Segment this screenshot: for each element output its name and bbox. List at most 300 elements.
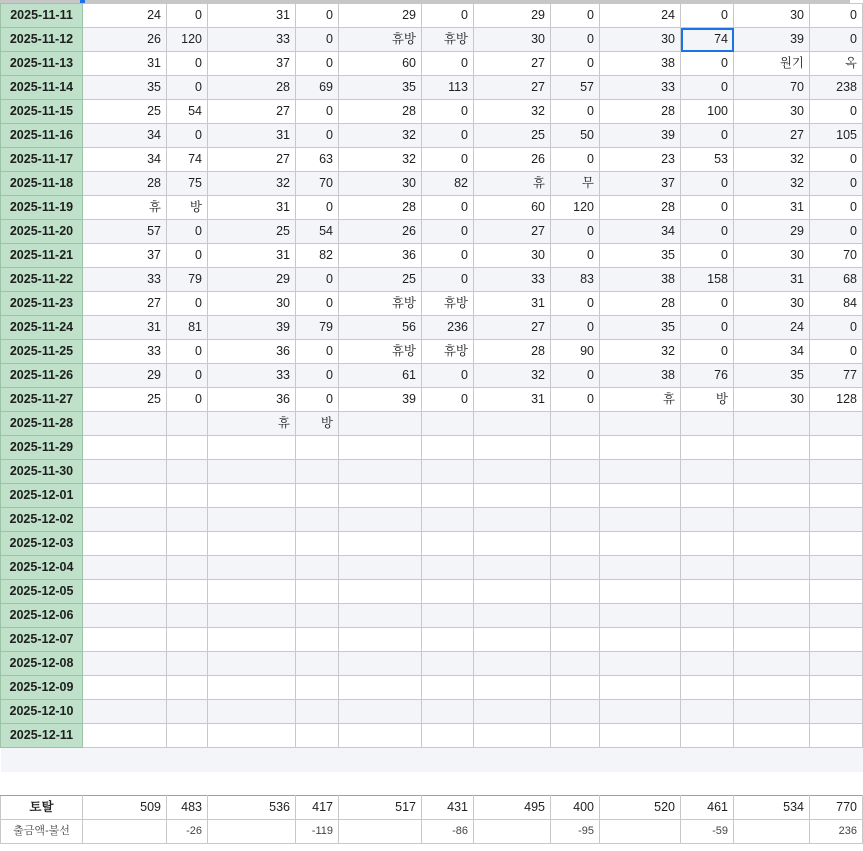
data-cell[interactable]: 27 xyxy=(208,148,296,172)
empty-cell[interactable] xyxy=(422,772,474,796)
data-cell[interactable] xyxy=(734,724,810,748)
data-cell[interactable]: 29 xyxy=(734,220,810,244)
data-cell[interactable]: 24 xyxy=(83,4,167,28)
data-cell[interactable] xyxy=(474,532,551,556)
difference-cell[interactable]: -59 xyxy=(681,820,734,844)
data-cell[interactable] xyxy=(83,652,167,676)
data-cell[interactable] xyxy=(734,604,810,628)
row-date-cell[interactable]: 2025-11-19 xyxy=(1,196,83,220)
data-cell[interactable] xyxy=(474,556,551,580)
data-cell[interactable] xyxy=(551,676,600,700)
data-cell[interactable]: 35 xyxy=(734,364,810,388)
empty-cell[interactable] xyxy=(83,772,167,796)
empty-cell[interactable] xyxy=(422,748,474,772)
data-cell[interactable] xyxy=(296,700,339,724)
data-cell[interactable]: 36 xyxy=(339,244,422,268)
data-cell[interactable] xyxy=(339,652,422,676)
data-cell[interactable]: 30 xyxy=(600,28,681,52)
data-cell[interactable] xyxy=(734,532,810,556)
data-cell[interactable] xyxy=(208,484,296,508)
data-cell[interactable] xyxy=(474,484,551,508)
data-cell[interactable]: 0 xyxy=(167,220,208,244)
data-cell[interactable]: 128 xyxy=(810,388,863,412)
data-cell[interactable]: 0 xyxy=(422,52,474,76)
data-cell[interactable]: 25 xyxy=(208,220,296,244)
data-cell[interactable]: 238 xyxy=(810,76,863,100)
data-cell[interactable]: 25 xyxy=(339,268,422,292)
data-cell[interactable] xyxy=(734,460,810,484)
data-cell[interactable] xyxy=(474,700,551,724)
empty-cell[interactable] xyxy=(551,748,600,772)
data-cell[interactable] xyxy=(167,724,208,748)
data-cell[interactable] xyxy=(208,580,296,604)
data-cell[interactable]: 35 xyxy=(83,76,167,100)
data-cell[interactable] xyxy=(296,484,339,508)
data-cell[interactable]: 휴방 xyxy=(422,340,474,364)
data-cell[interactable] xyxy=(810,652,863,676)
data-cell[interactable] xyxy=(83,700,167,724)
data-cell[interactable]: 27 xyxy=(474,316,551,340)
data-cell[interactable]: 76 xyxy=(681,364,734,388)
data-cell[interactable] xyxy=(167,412,208,436)
data-cell[interactable] xyxy=(296,532,339,556)
empty-cell[interactable] xyxy=(83,748,167,772)
data-cell[interactable]: 37 xyxy=(83,244,167,268)
data-cell[interactable] xyxy=(167,508,208,532)
data-cell[interactable]: 무 xyxy=(551,172,600,196)
data-cell[interactable] xyxy=(734,484,810,508)
data-cell[interactable] xyxy=(208,508,296,532)
data-cell[interactable] xyxy=(810,556,863,580)
data-cell[interactable]: 0 xyxy=(296,124,339,148)
data-cell[interactable]: 30 xyxy=(208,292,296,316)
data-cell[interactable] xyxy=(734,628,810,652)
data-cell[interactable] xyxy=(83,508,167,532)
data-cell[interactable] xyxy=(208,676,296,700)
data-cell[interactable]: 0 xyxy=(296,28,339,52)
data-cell[interactable]: 0 xyxy=(551,220,600,244)
data-cell[interactable]: 28 xyxy=(600,196,681,220)
empty-cell[interactable] xyxy=(296,772,339,796)
total-cell[interactable]: 509 xyxy=(83,796,167,820)
empty-cell[interactable] xyxy=(681,748,734,772)
data-cell[interactable]: 28 xyxy=(600,100,681,124)
data-cell[interactable]: 27 xyxy=(734,124,810,148)
row-date-cell[interactable]: 2025-11-12 xyxy=(1,28,83,52)
data-cell[interactable]: 0 xyxy=(551,388,600,412)
data-cell[interactable]: 31 xyxy=(474,388,551,412)
data-cell[interactable] xyxy=(600,412,681,436)
data-cell[interactable] xyxy=(551,652,600,676)
row-date-cell[interactable]: 2025-12-08 xyxy=(1,652,83,676)
data-cell[interactable]: 휴방 xyxy=(422,292,474,316)
data-cell[interactable]: 0 xyxy=(810,316,863,340)
data-cell[interactable]: 236 xyxy=(422,316,474,340)
data-cell[interactable]: 30 xyxy=(734,244,810,268)
data-cell[interactable] xyxy=(474,508,551,532)
data-cell[interactable]: 28 xyxy=(339,196,422,220)
data-cell[interactable] xyxy=(551,412,600,436)
difference-cell[interactable]: 236 xyxy=(810,820,863,844)
data-cell[interactable] xyxy=(810,508,863,532)
data-cell[interactable] xyxy=(551,532,600,556)
row-date-cell[interactable]: 2025-12-11 xyxy=(1,724,83,748)
data-cell[interactable] xyxy=(600,676,681,700)
data-cell[interactable] xyxy=(339,508,422,532)
data-cell[interactable] xyxy=(734,436,810,460)
data-cell[interactable] xyxy=(422,460,474,484)
data-cell[interactable]: 휴방 xyxy=(422,28,474,52)
data-cell[interactable]: 휴방 xyxy=(339,292,422,316)
data-cell[interactable]: 0 xyxy=(296,388,339,412)
data-cell[interactable] xyxy=(551,580,600,604)
data-cell[interactable] xyxy=(681,532,734,556)
data-cell[interactable]: 25 xyxy=(83,100,167,124)
data-cell[interactable]: 70 xyxy=(734,76,810,100)
data-cell[interactable] xyxy=(208,460,296,484)
data-cell[interactable]: 60 xyxy=(474,196,551,220)
data-cell[interactable]: 31 xyxy=(208,244,296,268)
data-cell[interactable]: 30 xyxy=(734,292,810,316)
data-cell[interactable]: 0 xyxy=(167,292,208,316)
data-cell[interactable]: 29 xyxy=(83,364,167,388)
data-cell[interactable] xyxy=(208,556,296,580)
data-cell[interactable]: 32 xyxy=(600,340,681,364)
data-cell[interactable] xyxy=(83,460,167,484)
data-cell[interactable] xyxy=(422,412,474,436)
data-cell[interactable]: 57 xyxy=(83,220,167,244)
data-cell[interactable]: 0 xyxy=(296,100,339,124)
total-cell[interactable]: 483 xyxy=(167,796,208,820)
data-cell[interactable]: 37 xyxy=(208,52,296,76)
data-cell[interactable] xyxy=(474,604,551,628)
data-cell[interactable] xyxy=(167,484,208,508)
empty-cell[interactable] xyxy=(734,748,810,772)
data-cell[interactable]: 27 xyxy=(474,76,551,100)
data-cell[interactable]: 0 xyxy=(296,292,339,316)
data-cell[interactable]: 0 xyxy=(681,52,734,76)
data-cell[interactable] xyxy=(83,556,167,580)
row-date-cell[interactable]: 2025-12-01 xyxy=(1,484,83,508)
data-cell[interactable]: 0 xyxy=(167,52,208,76)
row-date-cell[interactable]: 2025-11-22 xyxy=(1,268,83,292)
data-cell[interactable]: 74 xyxy=(167,148,208,172)
data-cell[interactable] xyxy=(296,556,339,580)
total-cell[interactable]: 520 xyxy=(600,796,681,820)
data-cell[interactable] xyxy=(810,628,863,652)
data-cell[interactable]: 0 xyxy=(296,364,339,388)
data-cell[interactable]: 30 xyxy=(734,388,810,412)
data-cell[interactable] xyxy=(208,604,296,628)
data-cell[interactable] xyxy=(422,724,474,748)
data-cell[interactable]: 휴 xyxy=(474,172,551,196)
total-cell[interactable]: 461 xyxy=(681,796,734,820)
data-cell[interactable]: 26 xyxy=(474,148,551,172)
data-cell[interactable] xyxy=(83,580,167,604)
data-cell[interactable]: 54 xyxy=(167,100,208,124)
data-cell[interactable]: 60 xyxy=(339,52,422,76)
data-cell[interactable] xyxy=(208,532,296,556)
data-cell[interactable] xyxy=(339,532,422,556)
data-cell[interactable] xyxy=(681,460,734,484)
data-cell[interactable] xyxy=(296,508,339,532)
data-cell[interactable] xyxy=(600,580,681,604)
row-date-cell[interactable]: 2025-12-07 xyxy=(1,628,83,652)
data-cell[interactable]: 30 xyxy=(734,100,810,124)
data-cell[interactable]: 0 xyxy=(681,124,734,148)
data-cell[interactable]: 37 xyxy=(600,172,681,196)
data-cell[interactable]: 35 xyxy=(600,316,681,340)
row-date-cell[interactable]: 2025-11-28 xyxy=(1,412,83,436)
data-cell[interactable] xyxy=(296,652,339,676)
data-cell[interactable]: 0 xyxy=(167,76,208,100)
difference-cell[interactable]: -26 xyxy=(167,820,208,844)
data-cell[interactable]: 31 xyxy=(734,268,810,292)
total-cell[interactable]: 417 xyxy=(296,796,339,820)
data-cell[interactable] xyxy=(474,580,551,604)
data-cell[interactable] xyxy=(339,580,422,604)
data-cell[interactable]: 31 xyxy=(474,292,551,316)
data-cell[interactable] xyxy=(810,676,863,700)
data-cell[interactable] xyxy=(600,436,681,460)
row-date-cell[interactable]: 2025-11-11 xyxy=(1,4,83,28)
data-cell[interactable] xyxy=(551,604,600,628)
data-cell[interactable]: 휴 xyxy=(208,412,296,436)
data-cell[interactable] xyxy=(83,676,167,700)
total-cell[interactable]: 495 xyxy=(474,796,551,820)
data-cell[interactable] xyxy=(83,604,167,628)
data-cell[interactable]: 28 xyxy=(600,292,681,316)
data-cell[interactable] xyxy=(551,700,600,724)
data-cell[interactable] xyxy=(600,532,681,556)
empty-cell[interactable] xyxy=(551,772,600,796)
data-cell[interactable] xyxy=(339,628,422,652)
data-cell[interactable] xyxy=(600,604,681,628)
data-cell[interactable] xyxy=(474,436,551,460)
data-cell[interactable]: 34 xyxy=(83,148,167,172)
data-cell[interactable]: 28 xyxy=(83,172,167,196)
data-cell[interactable]: 0 xyxy=(681,196,734,220)
data-cell[interactable] xyxy=(422,436,474,460)
data-cell[interactable]: 0 xyxy=(422,196,474,220)
data-cell[interactable]: 113 xyxy=(422,76,474,100)
data-cell[interactable]: 0 xyxy=(167,340,208,364)
data-cell[interactable]: 0 xyxy=(810,28,863,52)
data-cell[interactable]: 방 xyxy=(681,388,734,412)
data-cell[interactable] xyxy=(551,460,600,484)
data-cell[interactable]: 27 xyxy=(83,292,167,316)
data-cell[interactable] xyxy=(810,436,863,460)
data-cell[interactable] xyxy=(167,556,208,580)
empty-cell[interactable] xyxy=(296,748,339,772)
data-cell[interactable]: 0 xyxy=(167,244,208,268)
data-cell[interactable]: 0 xyxy=(422,268,474,292)
data-cell[interactable] xyxy=(551,628,600,652)
data-cell[interactable]: 79 xyxy=(296,316,339,340)
data-cell[interactable]: 61 xyxy=(339,364,422,388)
data-cell[interactable]: 0 xyxy=(681,4,734,28)
difference-cell[interactable] xyxy=(83,820,167,844)
difference-cell[interactable]: -119 xyxy=(296,820,339,844)
data-cell[interactable]: 32 xyxy=(474,100,551,124)
data-cell[interactable]: 방 xyxy=(296,412,339,436)
data-cell[interactable]: 0 xyxy=(810,340,863,364)
data-cell[interactable] xyxy=(681,676,734,700)
data-cell[interactable] xyxy=(810,460,863,484)
data-cell[interactable]: 39 xyxy=(208,316,296,340)
data-cell[interactable] xyxy=(810,604,863,628)
data-cell[interactable] xyxy=(600,652,681,676)
data-cell[interactable]: 39 xyxy=(600,124,681,148)
data-cell[interactable]: 0 xyxy=(551,4,600,28)
data-cell[interactable]: 38 xyxy=(600,268,681,292)
data-cell[interactable]: 27 xyxy=(474,220,551,244)
data-cell[interactable]: 158 xyxy=(681,268,734,292)
empty-cell[interactable] xyxy=(339,772,422,796)
data-cell[interactable]: 30 xyxy=(474,244,551,268)
data-cell[interactable] xyxy=(339,484,422,508)
data-cell[interactable]: 0 xyxy=(551,316,600,340)
data-cell[interactable]: 0 xyxy=(810,100,863,124)
data-cell[interactable] xyxy=(83,532,167,556)
data-cell[interactable] xyxy=(681,724,734,748)
data-cell[interactable] xyxy=(810,724,863,748)
data-cell[interactable]: 32 xyxy=(734,148,810,172)
data-cell[interactable] xyxy=(600,724,681,748)
data-cell[interactable] xyxy=(810,484,863,508)
data-cell[interactable]: 35 xyxy=(600,244,681,268)
row-date-cell[interactable]: 2025-12-10 xyxy=(1,700,83,724)
data-cell[interactable]: 33 xyxy=(83,268,167,292)
difference-cell[interactable]: -86 xyxy=(422,820,474,844)
data-cell[interactable]: 0 xyxy=(167,4,208,28)
row-date-cell[interactable]: 2025-11-18 xyxy=(1,172,83,196)
empty-cell[interactable] xyxy=(208,772,296,796)
row-date-cell[interactable]: 2025-11-30 xyxy=(1,460,83,484)
data-cell[interactable]: 0 xyxy=(167,388,208,412)
total-cell[interactable]: 400 xyxy=(551,796,600,820)
data-cell[interactable]: 120 xyxy=(551,196,600,220)
data-cell[interactable] xyxy=(422,652,474,676)
data-cell[interactable]: 54 xyxy=(296,220,339,244)
data-cell[interactable] xyxy=(474,460,551,484)
data-cell[interactable]: 53 xyxy=(681,148,734,172)
data-cell[interactable]: 0 xyxy=(681,220,734,244)
difference-cell[interactable] xyxy=(474,820,551,844)
data-cell[interactable]: 57 xyxy=(551,76,600,100)
empty-cell[interactable] xyxy=(167,748,208,772)
data-cell[interactable] xyxy=(551,724,600,748)
data-cell[interactable]: 0 xyxy=(551,52,600,76)
empty-cell[interactable] xyxy=(810,772,863,796)
row-date-cell[interactable]: 2025-12-05 xyxy=(1,580,83,604)
data-cell[interactable]: 33 xyxy=(600,76,681,100)
data-cell[interactable]: 32 xyxy=(208,172,296,196)
total-label[interactable]: 토탈 xyxy=(1,796,83,820)
data-cell[interactable]: 31 xyxy=(208,196,296,220)
data-cell[interactable] xyxy=(681,436,734,460)
data-cell[interactable]: 29 xyxy=(208,268,296,292)
data-cell[interactable]: 0 xyxy=(422,4,474,28)
data-cell[interactable] xyxy=(167,460,208,484)
row-date-cell[interactable]: 2025-11-27 xyxy=(1,388,83,412)
data-cell[interactable] xyxy=(422,556,474,580)
data-cell[interactable]: 120 xyxy=(167,28,208,52)
data-cell[interactable]: 26 xyxy=(83,28,167,52)
data-cell[interactable]: 0 xyxy=(422,100,474,124)
data-cell[interactable] xyxy=(810,532,863,556)
difference-cell[interactable] xyxy=(600,820,681,844)
data-cell[interactable] xyxy=(296,628,339,652)
selected-cell[interactable]: 74 xyxy=(681,28,734,52)
data-cell[interactable] xyxy=(681,700,734,724)
data-cell[interactable] xyxy=(681,628,734,652)
data-cell[interactable] xyxy=(681,580,734,604)
row-date-cell[interactable]: 2025-11-15 xyxy=(1,100,83,124)
data-cell[interactable]: 34 xyxy=(734,340,810,364)
data-cell[interactable]: 23 xyxy=(600,148,681,172)
row-date-cell[interactable]: 2025-12-03 xyxy=(1,532,83,556)
data-cell[interactable] xyxy=(296,604,339,628)
data-cell[interactable]: 32 xyxy=(339,148,422,172)
data-cell[interactable]: 69 xyxy=(296,76,339,100)
data-cell[interactable]: 0 xyxy=(681,172,734,196)
data-cell[interactable]: 38 xyxy=(600,52,681,76)
data-cell[interactable] xyxy=(600,556,681,580)
data-cell[interactable]: 30 xyxy=(474,28,551,52)
row-date-cell[interactable]: 2025-12-09 xyxy=(1,676,83,700)
data-cell[interactable]: 33 xyxy=(208,364,296,388)
data-cell[interactable]: 24 xyxy=(600,4,681,28)
data-cell[interactable] xyxy=(422,676,474,700)
data-cell[interactable] xyxy=(422,532,474,556)
data-cell[interactable]: 0 xyxy=(167,364,208,388)
data-cell[interactable] xyxy=(734,412,810,436)
data-cell[interactable]: 34 xyxy=(600,220,681,244)
data-cell[interactable] xyxy=(339,412,422,436)
data-cell[interactable]: 28 xyxy=(474,340,551,364)
row-date-cell[interactable]: 2025-11-14 xyxy=(1,76,83,100)
data-cell[interactable] xyxy=(600,484,681,508)
data-cell[interactable]: 0 xyxy=(551,28,600,52)
row-date-cell[interactable]: 2025-11-13 xyxy=(1,52,83,76)
data-cell[interactable]: 휴방 xyxy=(339,28,422,52)
data-cell[interactable]: 68 xyxy=(810,268,863,292)
empty-cell[interactable] xyxy=(208,748,296,772)
data-cell[interactable]: 82 xyxy=(296,244,339,268)
data-cell[interactable]: 0 xyxy=(681,244,734,268)
data-cell[interactable]: 30 xyxy=(339,172,422,196)
data-cell[interactable]: 31 xyxy=(208,124,296,148)
data-cell[interactable]: 31 xyxy=(734,196,810,220)
data-cell[interactable] xyxy=(422,580,474,604)
data-cell[interactable]: 0 xyxy=(810,196,863,220)
data-cell[interactable] xyxy=(734,676,810,700)
data-cell[interactable]: 84 xyxy=(810,292,863,316)
data-cell[interactable]: 39 xyxy=(734,28,810,52)
data-cell[interactable]: 28 xyxy=(339,100,422,124)
data-cell[interactable] xyxy=(296,436,339,460)
row-date-cell[interactable]: 2025-12-06 xyxy=(1,604,83,628)
empty-cell[interactable] xyxy=(810,748,863,772)
data-cell[interactable]: 26 xyxy=(339,220,422,244)
data-cell[interactable]: 0 xyxy=(551,100,600,124)
data-cell[interactable] xyxy=(339,676,422,700)
data-cell[interactable]: 32 xyxy=(339,124,422,148)
row-date-cell[interactable]: 2025-11-23 xyxy=(1,292,83,316)
data-cell[interactable] xyxy=(474,724,551,748)
data-cell[interactable]: 82 xyxy=(422,172,474,196)
